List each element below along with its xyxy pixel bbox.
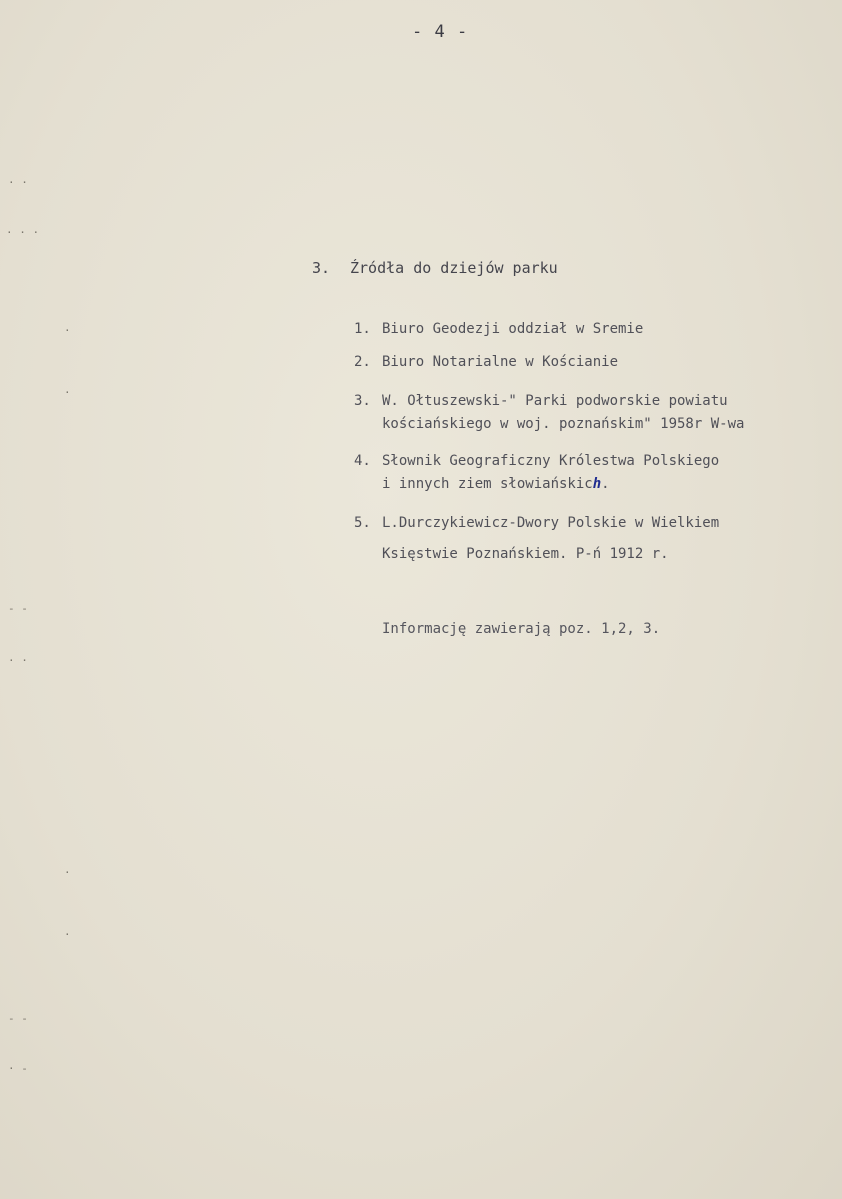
scan-mark: · <box>64 866 71 879</box>
page-number: - 4 - <box>412 22 469 42</box>
scan-mark: · · · <box>6 226 40 239</box>
list-item-text: L.Durczykiewicz-Dwory Polskie w Wielkiem <box>382 515 720 531</box>
list-item-number: 4. <box>354 453 371 469</box>
list-item-text-part: i innych ziem słowiańskic <box>382 476 593 492</box>
list-item-number: 1. <box>354 321 371 337</box>
list-item-text-continued: kościańskiego w woj. poznańskim" 1958r W-wa <box>382 416 745 432</box>
list-item-text: Słownik Geograficzny Królestwa Polskiego <box>382 453 720 469</box>
list-item-number: 3. <box>354 393 371 409</box>
scan-mark: - - <box>8 602 28 615</box>
list-item-text: Biuro Geodezji oddział w Sremie <box>382 321 644 337</box>
scan-mark: · · <box>8 654 28 667</box>
scan-mark: · - <box>8 1062 28 1075</box>
list-item-number: 2. <box>354 354 371 370</box>
scan-mark: · · <box>8 176 28 189</box>
scan-mark: · <box>64 928 71 941</box>
scan-mark: · <box>64 324 71 337</box>
list-item-text: W. Ołtuszewski-" Parki podworskie powiatu <box>382 393 728 409</box>
note-text: Informację zawierają poz. 1,2, 3. <box>382 621 661 637</box>
list-item <box>354 390 744 436</box>
list-item-trailing-punctuation: . <box>601 476 610 492</box>
list-item <box>354 318 643 341</box>
section-title: Źródła do dziejów parku <box>350 259 558 277</box>
list-item-number: 5. <box>354 515 371 531</box>
list-item-text-continued <box>382 473 719 496</box>
list-item-text-continued: Księstwie Poznańskiem. P-ń 1912 r. <box>382 546 669 562</box>
handwritten-correction: h <box>592 476 602 492</box>
section-heading <box>312 259 558 277</box>
list-item <box>354 450 719 496</box>
list-item <box>354 351 618 374</box>
list-item-text: Biuro Notarialne w Kościanie <box>382 354 619 370</box>
section-number: 3. <box>312 259 331 277</box>
list-item <box>354 512 719 566</box>
scan-mark: - - <box>8 1012 28 1025</box>
scan-mark: · <box>64 386 71 399</box>
